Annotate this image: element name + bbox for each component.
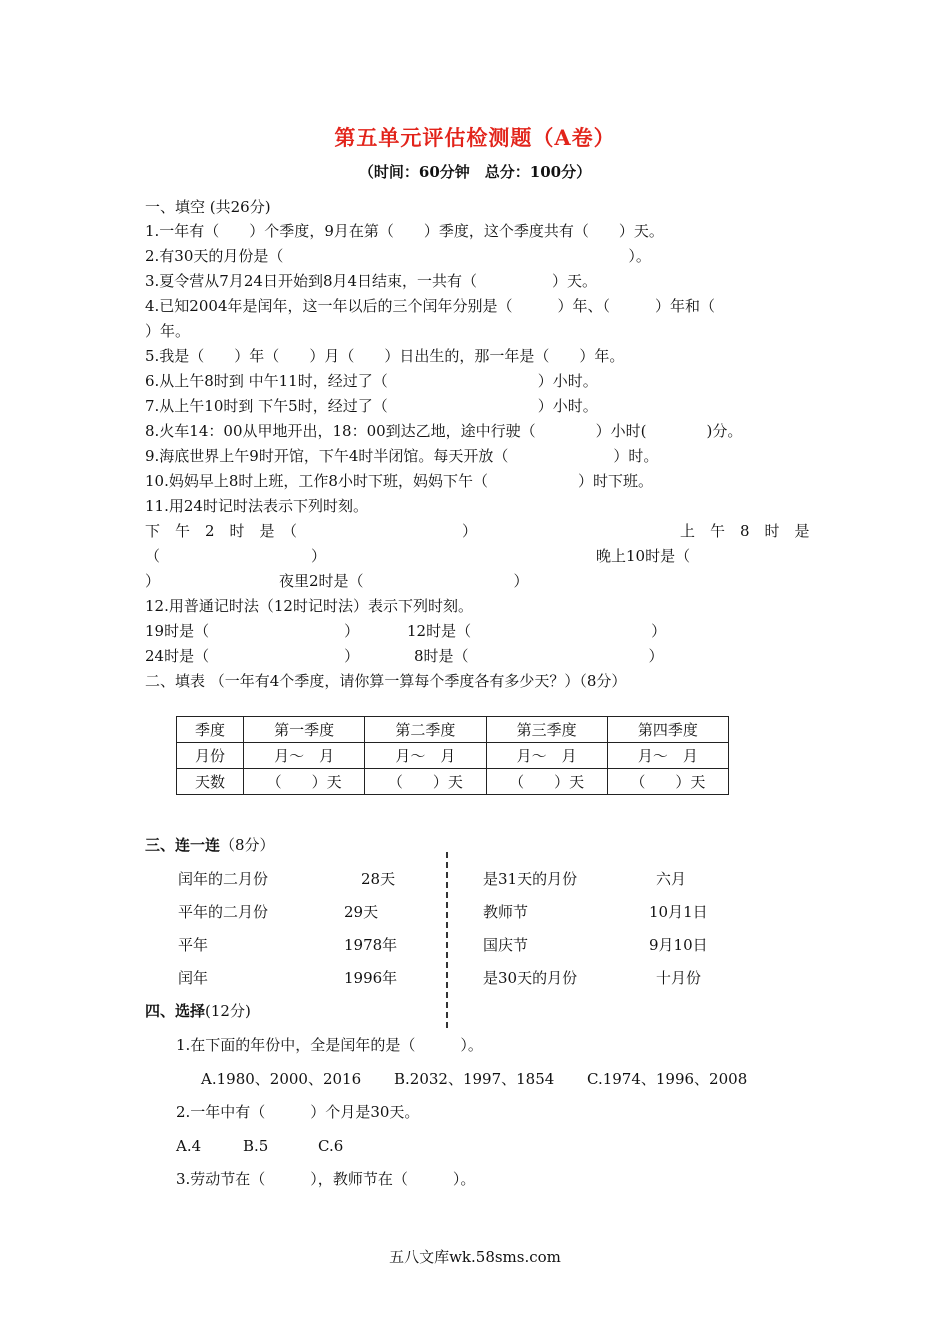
choice-question-3: 3.劳动节在（ ），教师节在（ ）。 xyxy=(176,1170,476,1188)
q11-b-label: 上 午 8 时 是 xyxy=(680,522,810,540)
q12-b: 12时是（ ） xyxy=(407,622,667,640)
match-right-a: 是30天的月份 xyxy=(483,969,578,987)
table-cell: 月份 xyxy=(177,743,244,769)
section3-title: 三、连一连 xyxy=(145,836,221,854)
quarter-table xyxy=(176,716,729,795)
table-cell: 月～ 月 xyxy=(607,743,728,769)
question-4: 4.已知2004年是闰年，这一年以后的三个闰年分别是（ ）年、（ ）年和（ xyxy=(145,297,715,315)
section2-heading: 二、填表 （一年有4个季度，请你算一算每个季度各有多少天？）（8分） xyxy=(145,672,627,690)
table-cell: 第三季度 xyxy=(486,717,607,743)
choice-question-1: 1.在下面的年份中，全是闰年的是（ ）。 xyxy=(176,1036,483,1054)
q11-c-label: 晚上10时是（ xyxy=(596,547,691,565)
question-6: 6.从上午8时到 中午11时，经过了（ ）小时。 xyxy=(145,372,598,390)
match-left-b: 1978年 xyxy=(344,936,398,954)
question-11: 11.用24时记时法表示下列时刻。 xyxy=(145,497,368,515)
table-cell: 天数 xyxy=(177,769,244,795)
match-right-a: 是31天的月份 xyxy=(483,870,578,888)
q12-c: 24时是（ ） xyxy=(145,647,360,665)
table-cell: （ ）天 xyxy=(607,769,728,795)
question-1: 1.一年有（ ）个季度，9月在第（ ）季度，这个季度共有（ ）天。 xyxy=(145,222,664,240)
choice-option: C.6 xyxy=(318,1137,344,1155)
page-title: 第五单元评估检测题（A卷） xyxy=(334,125,616,150)
section4-heading xyxy=(145,1001,251,1021)
table-row xyxy=(177,743,729,769)
question-9: 9.海底世界上午9时开馆，下午4时半闭馆。每天开放（ ）时。 xyxy=(145,447,659,465)
choice-question-2: 2.一年中有（ ）个月是30天。 xyxy=(176,1103,420,1121)
section3-points: （8分） xyxy=(220,836,275,854)
match-right-b: 9月10日 xyxy=(649,936,708,954)
table-cell: 季度 xyxy=(177,717,244,743)
table-cell: 月～ 月 xyxy=(365,743,486,769)
match-left-b: 29天 xyxy=(344,903,379,921)
section4-points: (12分) xyxy=(205,1002,251,1020)
match-right-a: 国庆节 xyxy=(483,936,529,954)
match-left-a: 平年 xyxy=(178,936,209,954)
question-5: 5.我是（ ）年（ ）月（ ）日出生的，那一年是（ ）年。 xyxy=(145,347,625,365)
table-cell: 月～ 月 xyxy=(486,743,607,769)
q11-c-close: ） xyxy=(145,572,161,590)
question-7: 7.从上午10时到 下午5时，经过了（ ）小时。 xyxy=(145,397,598,415)
choice-option: A.1980、2000、2016 xyxy=(201,1070,362,1088)
q12-d: 8时是（ ） xyxy=(414,647,664,665)
q12-a: 19时是（ ） xyxy=(145,622,360,640)
match-left-a: 闰年 xyxy=(178,969,209,987)
choice-option: A.4 xyxy=(176,1137,202,1155)
q11-a-label: 下 午 2 时 是 （ xyxy=(145,522,298,540)
page-subtitle: （时间：60分钟 总分：100分） xyxy=(358,163,592,181)
choice-option: C.1974、1996、2008 xyxy=(587,1070,748,1088)
question-2: 2.有30天的月份是（ ）。 xyxy=(145,247,651,265)
choice-option: B.2032、1997、1854 xyxy=(394,1070,555,1088)
footer-watermark: 五八文库wk.58sms.com xyxy=(389,1248,561,1266)
question-12: 12.用普通记时法（12时记时法）表示下列时刻。 xyxy=(145,597,473,615)
match-left-a: 平年的二月份 xyxy=(178,903,269,921)
match-right-a: 教师节 xyxy=(483,903,529,921)
table-cell: （ ）天 xyxy=(486,769,607,795)
table-row xyxy=(177,717,729,743)
q11-d-label: 夜里2时是（ ） xyxy=(279,572,529,590)
table-cell: 第二季度 xyxy=(365,717,486,743)
match-right-b: 六月 xyxy=(656,870,687,888)
question-3: 3.夏令营从7月24日开始到8月4日结束，一共有（ ）天。 xyxy=(145,272,598,290)
q11-b-close: ） xyxy=(311,547,327,565)
question-8: 8.火车14：00从甲地开出，18：00到达乙地，途中行驶（ ）小时( )分。 xyxy=(145,422,743,440)
choice-option: B.5 xyxy=(243,1137,269,1155)
table-cell: （ ）天 xyxy=(244,769,365,795)
match-left-a: 闰年的二月份 xyxy=(178,870,269,888)
question-10: 10.妈妈早上8时上班，工作8小时下班，妈妈下午（ ）时下班。 xyxy=(145,472,653,490)
section3-heading xyxy=(145,835,275,855)
match-left-b: 1996年 xyxy=(344,969,398,987)
table-cell: 月～ 月 xyxy=(244,743,365,769)
match-left-b: 28天 xyxy=(361,870,396,888)
dashed-divider xyxy=(446,852,448,1028)
question-4-cont: ）年。 xyxy=(145,322,191,340)
table-row xyxy=(177,769,729,795)
table-cell: （ ）天 xyxy=(365,769,486,795)
q11-b-open: （ xyxy=(145,547,161,565)
table-cell: 第四季度 xyxy=(607,717,728,743)
match-right-b: 十月份 xyxy=(656,969,702,987)
section4-title: 四、选择 xyxy=(145,1002,206,1020)
match-right-b: 10月1日 xyxy=(649,903,708,921)
table-cell: 第一季度 xyxy=(244,717,365,743)
section1-heading: 一、填空 (共26分) xyxy=(145,198,271,216)
q11-a-close: ） xyxy=(462,522,478,540)
